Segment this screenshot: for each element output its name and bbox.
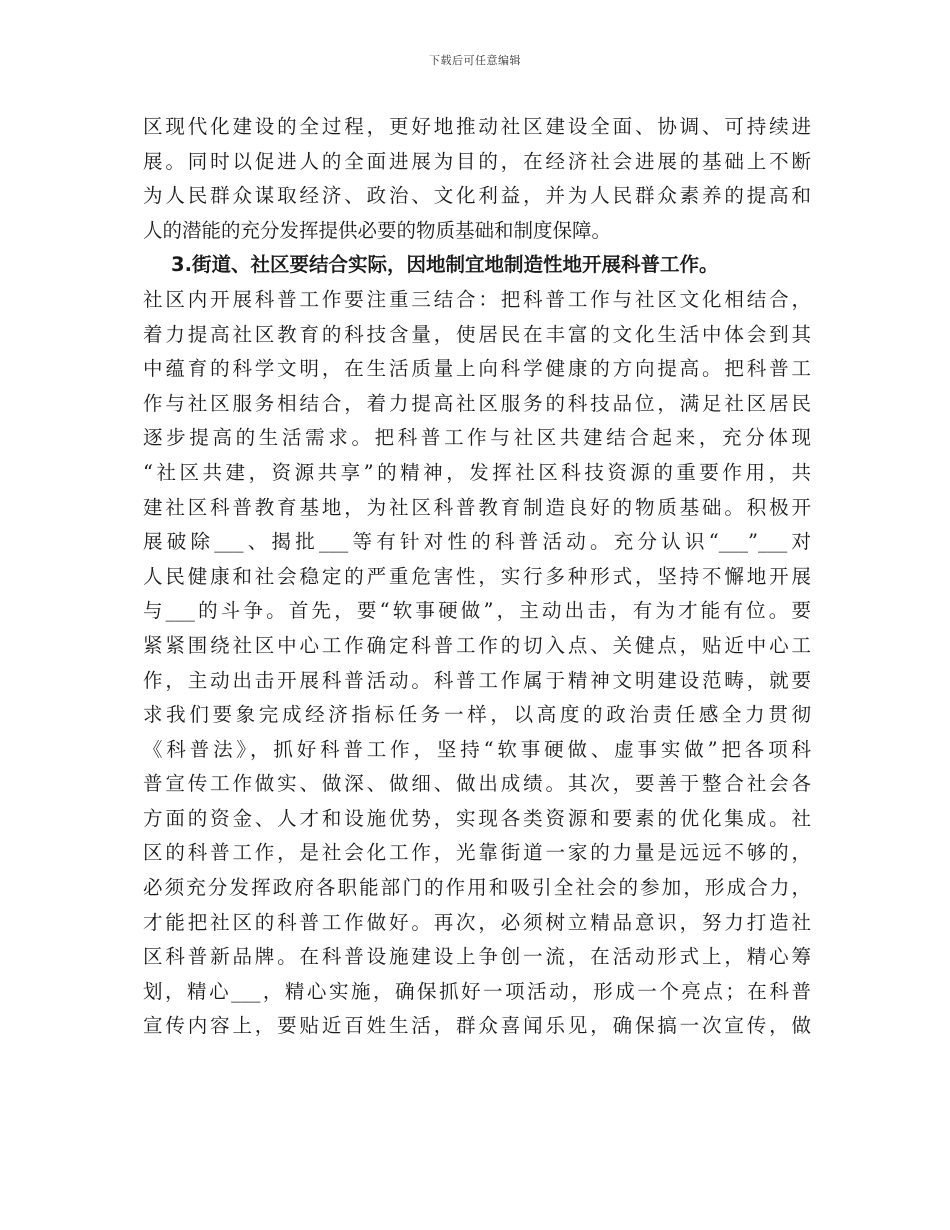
text-line: 作，主动出击开展科普活动。科普工作属于精神文明建设范畴，就要 xyxy=(143,668,811,692)
text-line: “社区共建，资源共享”的精神，发挥社区科技资源的重要作用，共 xyxy=(143,460,811,484)
paragraph-1 xyxy=(143,110,811,248)
text-line: 建社区科普教育基地，为社区科普教育制造良好的物质基础。积极开 xyxy=(143,495,811,519)
text-line: 必须充分发挥政府各职能部门的作用和吸引全社会的参加，形成合力， xyxy=(143,876,811,900)
text-line: 社区内开展科普工作要注重三结合：把科普工作与社区文化相结合， xyxy=(143,287,811,311)
text-line: 作与社区服务相结合，着力提高社区服务的科技品位，满足社区居民 xyxy=(143,391,811,415)
text-line: 方面的资金、人才和设施优势，实现各类资源和要素的优化集成。社 xyxy=(143,806,811,830)
text-line: 区现代化建设的全过程，更好地推动社区建设全面、协调、可持续进 xyxy=(143,115,811,138)
text-line: 展。同时以促进人的全面进展为目的，在经济社会进展的基础上不断 xyxy=(143,149,811,173)
document-body xyxy=(143,110,811,1044)
text-line: 人的潜能的充分发挥提供必要的物质基础和制度保障。 xyxy=(143,218,612,242)
text-line: 中蕴育的科学文明，在生活质量上向科学健康的方向提高。把科普工 xyxy=(143,357,811,381)
section-3 xyxy=(143,248,811,1044)
text-line: 为人民群众谋取经济、政治、文化利益，并为人民群众素养的提高和 xyxy=(143,184,811,208)
text-line: 紧紧围绕社区中心工作确定科普工作的切入点、关健点，贴近中心工 xyxy=(143,633,811,657)
text-line: 展破除___、揭批___等有针对性的科普活动。充分认识“___”___对 xyxy=(143,530,811,554)
page-header: 下载后可任意编辑 xyxy=(429,54,521,67)
text-line: 区科普新品牌。在科普设施建设上争创一流，在活动形式上，精心筹 xyxy=(143,945,811,969)
text-line: 《科普法》，抓好科普工作，坚持“软事硬做、虚事实做”把各项科 xyxy=(143,737,811,761)
section-heading: 3.街道、社区要结合实际，因地制宜地制造性地开展科普工作。 xyxy=(171,253,719,277)
text-line: 着力提高社区教育的科技含量，使居民在丰富的文化生活中体会到其 xyxy=(143,322,811,346)
text-line: 划，精心___，精心实施，确保抓好一项活动，形成一个亮点；在科普 xyxy=(143,979,811,1003)
text-line: 区的科普工作，是社会化工作，光靠街道一家的力量是远远不够的， xyxy=(143,841,811,865)
text-line: 逐步提高的生活需求。把科普工作与社区共建结合起来，充分体现 xyxy=(143,426,811,450)
text-line: 求我们要象完成经济指标任务一样，以高度的政治责任感全力贯彻 xyxy=(143,703,811,727)
text-line: 与___的斗争。首先，要“软事硬做”，主动出击，有为才能有位。要 xyxy=(143,599,811,623)
text-line: 普宣传工作做实、做深、做细、做出成绩。其次，要善于整合社会各 xyxy=(143,772,811,796)
text-line: 宣传内容上，要贴近百姓生活，群众喜闻乐见，确保搞一次宣传，做 xyxy=(143,1014,811,1038)
text-line: 人民健康和社会稳定的严重危害性，实行多种形式，坚持不懈地开展 xyxy=(143,564,811,588)
text-line: 才能把社区的科普工作做好。再次，必须树立精品意识，努力打造社 xyxy=(143,910,811,934)
